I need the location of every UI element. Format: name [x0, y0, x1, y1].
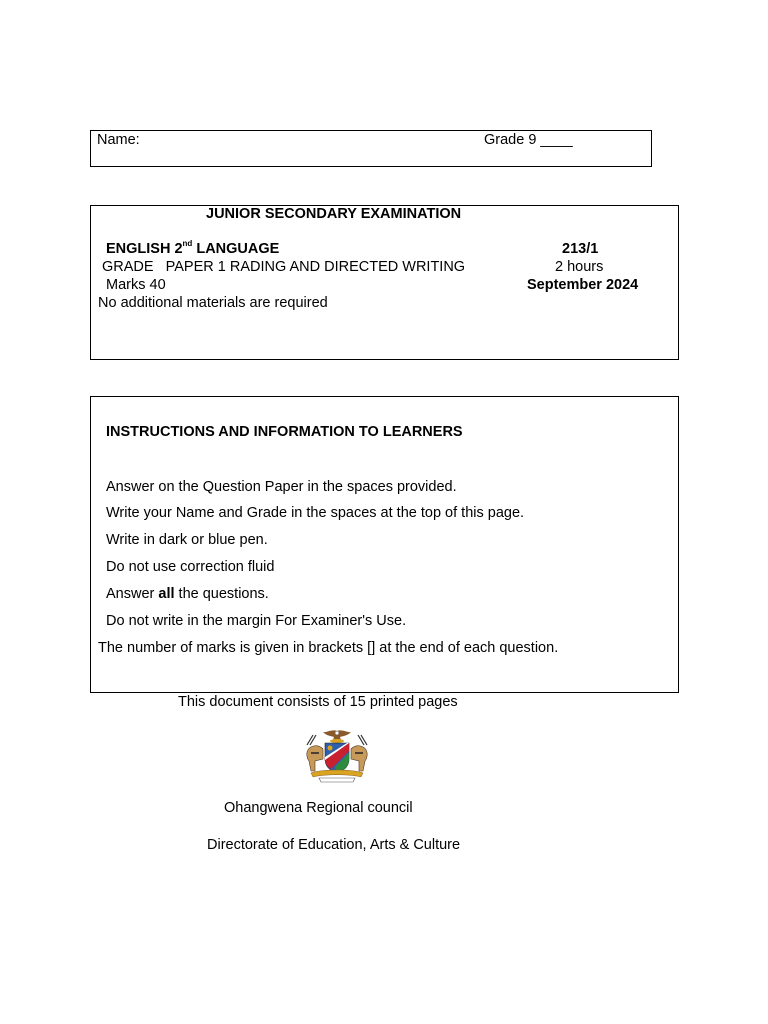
instruction-item-answer-all [106, 586, 269, 602]
name-label: Name: [97, 132, 140, 148]
subject-main: ENGLISH 2 [106, 241, 183, 257]
instruction-item: Do not write in the margin For Examiner's Use. [106, 613, 407, 629]
subject-end: LANGUAGE [192, 241, 280, 257]
answer-bold: all [158, 586, 175, 602]
materials-note: No additional materials are required [98, 295, 328, 311]
namibia-coat-of-arms-icon [297, 727, 377, 783]
paper-code: 213/1 [562, 241, 599, 257]
instruction-item: Write in dark or blue pen. [106, 532, 268, 548]
grade-label: Grade 9 ____ [484, 132, 573, 148]
answer-post: the questions. [174, 586, 269, 602]
marks-note: The number of marks is given in brackets [] at the end of each question. [98, 640, 559, 656]
pages-note: This document consists of 15 printed pages [178, 694, 458, 710]
council-name: Ohangwena Regional council [224, 800, 413, 816]
paper-line: GRADE PAPER 1 RADING AND DIRECTED WRITING [102, 259, 466, 275]
exam-date: September 2024 [527, 277, 639, 293]
exam-title: JUNIOR SECONDARY EXAMINATION [206, 206, 462, 222]
subject-sup: nd [182, 239, 193, 248]
instruction-item: Write your Name and Grade in the spaces at the top of this page. [106, 505, 525, 521]
instruction-item: Answer on the Question Paper in the spaces provided. [106, 479, 457, 495]
duration: 2 hours [555, 259, 604, 275]
subject-title [106, 241, 279, 257]
directorate-name: Directorate of Education, Arts & Culture [207, 837, 461, 853]
marks: Marks 40 [106, 277, 166, 293]
answer-pre: Answer [106, 586, 159, 602]
instructions-heading: INSTRUCTIONS AND INFORMATION TO LEARNERS [106, 424, 463, 440]
instruction-item: Do not use correction fluid [106, 559, 275, 575]
